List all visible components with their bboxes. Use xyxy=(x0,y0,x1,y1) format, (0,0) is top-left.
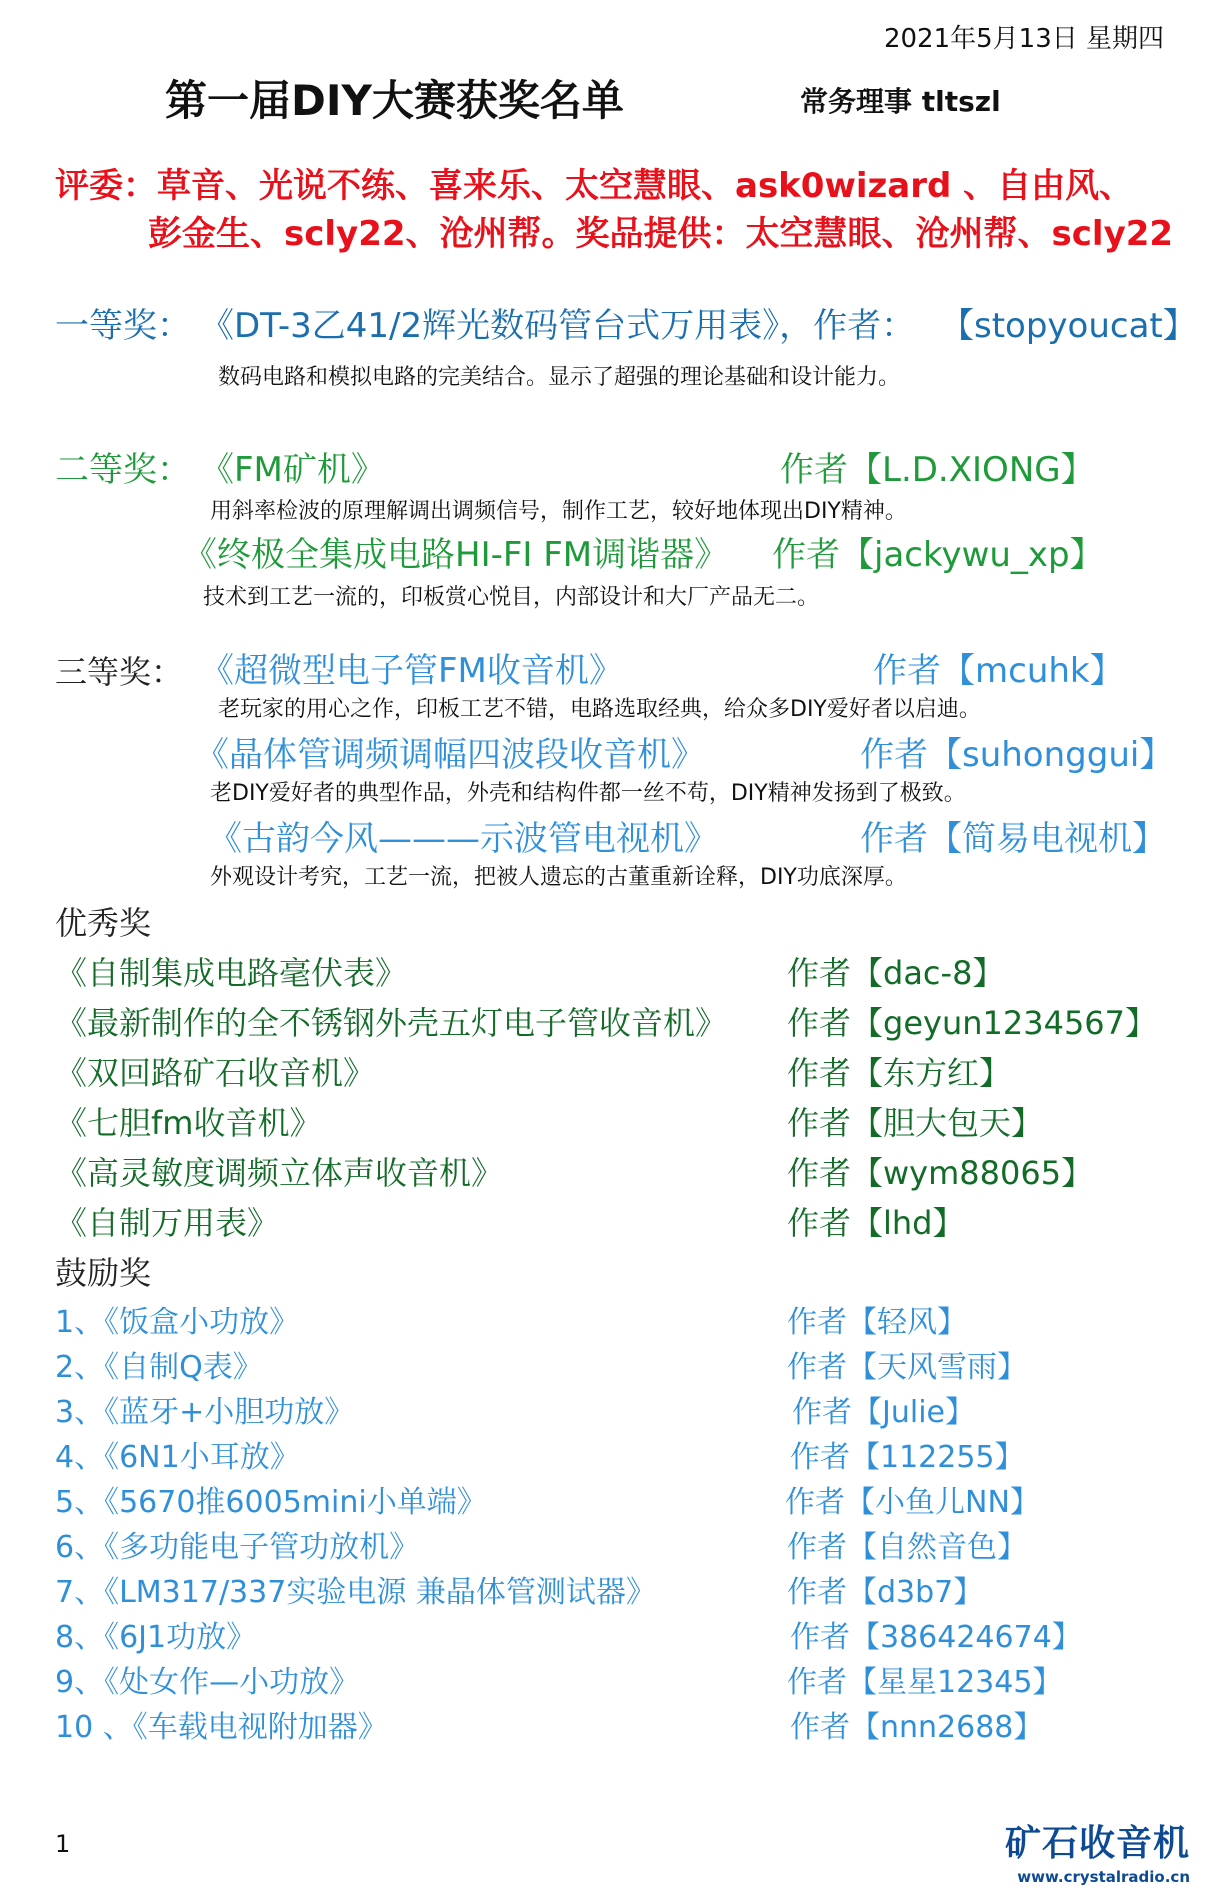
encouragement-title-3: 3、《蓝牙+小胆功放》 xyxy=(55,1395,355,1430)
second-prize-label: 二等奖： xyxy=(55,450,191,490)
third-prize-label: 三等奖： xyxy=(55,653,184,691)
excellence-author-3: 作者【东方红】 xyxy=(787,1054,1012,1092)
third-prize-comment-1: 老玩家的用心之作，印板工艺不错，电路选取经典，给众多DIY爱好者以启迪。 xyxy=(218,697,981,722)
encouragement-title-1: 1、《饭盒小功放》 xyxy=(55,1305,300,1340)
third-prize-comment-3: 外观设计考究，工艺一流，把被人遗忘的古董重新诠释，DIY功底深厚。 xyxy=(210,865,907,890)
encouragement-author-9: 作者【星星12345】 xyxy=(787,1665,1063,1700)
third-prize-title-1: 《超微型电子管FM收音机》 xyxy=(200,651,623,691)
encouragement-title-10: 10 、《车载电视附加器》 xyxy=(55,1710,388,1745)
encouragement-title-6: 6、《多功能电子管功放机》 xyxy=(55,1530,420,1565)
encouragement-title-8: 8、《6J1功放》 xyxy=(55,1620,257,1655)
encouragement-title-7: 7、《LM317/337实验电源 兼晶体管测试器》 xyxy=(55,1575,656,1610)
first-prize-author: 【stopyoucat】 xyxy=(940,306,1197,346)
encouragement-author-3: 作者【Julie】 xyxy=(792,1395,975,1430)
excellence-title-4: 《七胆fm收音机》 xyxy=(55,1104,322,1142)
third-prize-author-1: 作者【mcuhk】 xyxy=(873,651,1124,691)
third-prize-author-2: 作者【suhonggui】 xyxy=(860,735,1174,775)
encouragement-title-5: 5、《5670推6005mini小单端》 xyxy=(55,1485,487,1520)
encouragement-author-5: 作者【小鱼儿NN】 xyxy=(785,1485,1040,1520)
excellence-title-1: 《自制集成电路毫伏表》 xyxy=(55,954,408,992)
encouragement-author-10: 作者【nnn2688】 xyxy=(790,1710,1044,1745)
second-prize-author-2: 作者【jackywu_xp】 xyxy=(772,535,1104,575)
excellence-title-6: 《自制万用表》 xyxy=(55,1204,280,1242)
excellence-label: 优秀奖 xyxy=(55,904,152,942)
logo-url: www.crystalradio.cn xyxy=(1017,1868,1190,1886)
encouragement-author-8: 作者【386424674】 xyxy=(790,1620,1082,1655)
second-prize-title-1: 《FM矿机》 xyxy=(200,450,385,490)
excellence-author-2: 作者【geyun1234567】 xyxy=(787,1004,1158,1042)
third-prize-title-2: 《晶体管调频调幅四波段收音机》 xyxy=(195,735,705,775)
encouragement-author-7: 作者【d3b7】 xyxy=(787,1575,984,1610)
page-number: 1 xyxy=(55,1830,71,1858)
second-prize-comment-2: 技术到工艺一流的，印板赏心悦目，内部设计和大厂产品无二。 xyxy=(203,585,820,610)
third-prize-title-3: 《古韵今风———示波管电视机》 xyxy=(208,819,718,859)
second-prize-comment-1: 用斜率检波的原理解调出调频信号，制作工艺，较好地体现出DIY精神。 xyxy=(210,499,907,524)
excellence-title-5: 《高灵敏度调频立体声收音机》 xyxy=(55,1154,504,1192)
third-prize-comment-2: 老DIY爱好者的典型作品，外壳和结构件都一丝不苟，DIY精神发扬到了极致。 xyxy=(210,781,966,806)
page-title: 第一届DIY大赛获奖名单 xyxy=(165,76,624,125)
encouragement-title-9: 9、《处女作—小功放》 xyxy=(55,1665,360,1700)
logo-text: 矿石收音机 xyxy=(1004,1823,1190,1864)
encouragement-author-4: 作者【112255】 xyxy=(790,1440,1025,1475)
first-prize-entry: 《DT-3乙41/2辉光数码管台式万用表》，作者： xyxy=(200,306,916,346)
excellence-title-3: 《双回路矿石收音机》 xyxy=(55,1054,376,1092)
encouragement-label: 鼓励奖 xyxy=(55,1254,152,1292)
first-prize-label: 一等奖： xyxy=(55,306,191,346)
director-line: 常务理事 tltszl xyxy=(800,85,1001,118)
encouragement-author-2: 作者【天风雪雨】 xyxy=(787,1350,1027,1385)
encouragement-title-2: 2、《自制Q表》 xyxy=(55,1350,263,1385)
excellence-title-2: 《最新制作的全不锈钢外壳五灯电子管收音机》 xyxy=(55,1004,728,1042)
encouragement-author-6: 作者【自然音色】 xyxy=(787,1530,1027,1565)
date-stamp: 2021年5月13日 星期四 xyxy=(883,24,1164,54)
excellence-author-6: 作者【lhd】 xyxy=(787,1204,965,1242)
third-prize-author-3: 作者【简易电视机】 xyxy=(860,819,1166,859)
site-logo xyxy=(1005,1815,1190,1886)
excellence-author-4: 作者【胆大包天】 xyxy=(787,1104,1044,1142)
excellence-author-1: 作者【dac-8】 xyxy=(787,954,1005,992)
second-prize-author-1: 作者【L.D.XIONG】 xyxy=(780,450,1095,490)
second-prize-title-2: 《终极全集成电路HI-FI FM调谐器》 xyxy=(183,535,729,575)
first-prize-comment: 数码电路和模拟电路的完美结合。显示了超强的理论基础和设计能力。 xyxy=(218,365,901,390)
encouragement-author-1: 作者【轻风】 xyxy=(787,1305,967,1340)
judges-line-1: 评委：草音、光说不练、喜来乐、太空慧眼、ask0wizard 、自由风、 xyxy=(55,166,1134,206)
judges-line-2: 彭金生、scly22、沧州帮。奖品提供：太空慧眼、沧州帮、scly22 xyxy=(148,214,1174,254)
excellence-author-5: 作者【wym88065】 xyxy=(787,1154,1094,1192)
encouragement-title-4: 4、《6N1小耳放》 xyxy=(55,1440,300,1475)
